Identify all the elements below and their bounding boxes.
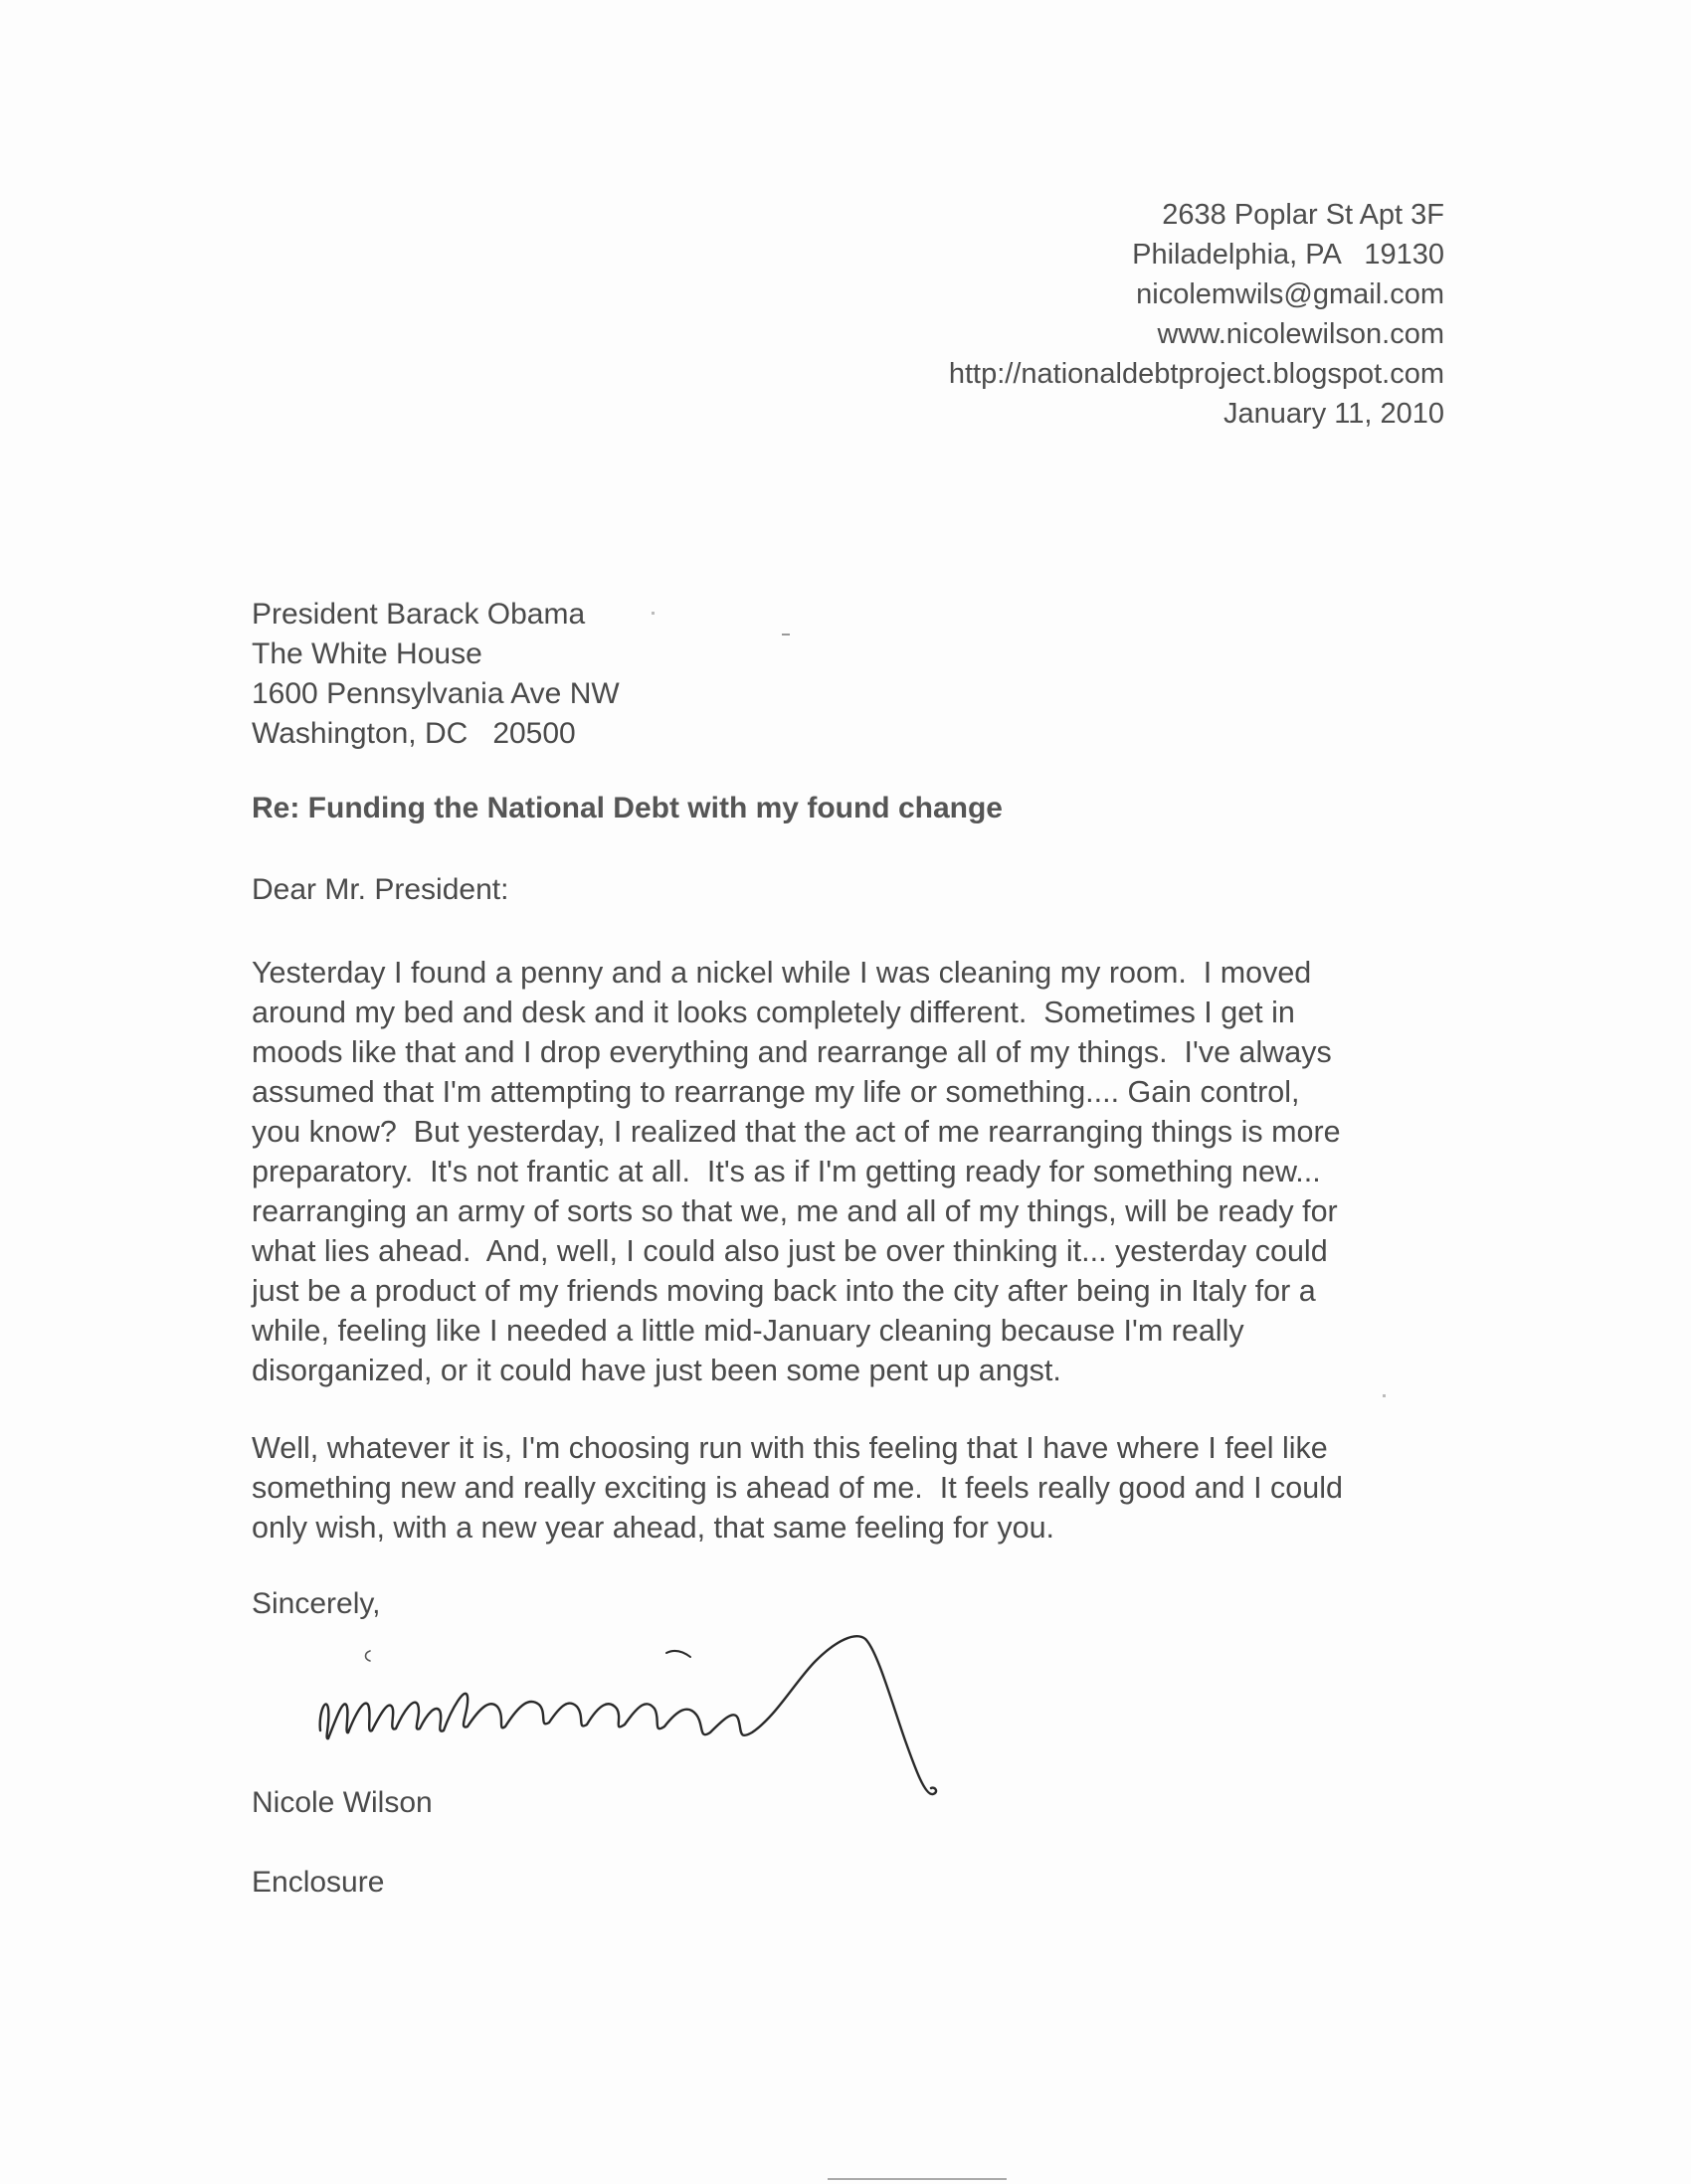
- subject-line: Re: Funding the National Debt with my found change: [252, 792, 1003, 824]
- paragraph-line: while, feeling like I needed a little mid-January cleaning because I'm really: [252, 1314, 1244, 1348]
- scan-speck: [782, 634, 790, 636]
- body-paragraph-1: [252, 953, 1455, 1390]
- sender-block: [949, 195, 1444, 434]
- handwritten-signature: [308, 1601, 965, 1800]
- paragraph-line: what lies ahead. And, well, I could also just be over thinking it... yesterday could: [252, 1234, 1328, 1268]
- paragraph-line: Yesterday I found a penny and a nickel while I was cleaning my room. I moved: [252, 956, 1312, 990]
- paragraph-line: Well, whatever it is, I'm choosing run with this feeling that I have where I feel like: [252, 1431, 1328, 1465]
- paragraph-line: around my bed and desk and it looks completely different. Sometimes I get in: [252, 996, 1295, 1029]
- letter-date: January 11, 2010: [1223, 398, 1444, 430]
- paragraph-line: assumed that I'm attempting to rearrange my life or something.... Gain control,: [252, 1075, 1300, 1109]
- paragraph-line: something new and really exciting is ahead of me. It feels really good and I could: [252, 1471, 1343, 1505]
- paragraph-line: you know? But yesterday, I realized that the act of me rearranging things is more: [252, 1115, 1341, 1149]
- paragraph-line: just be a product of my friends moving back into the city after being in Italy for a: [252, 1274, 1316, 1308]
- salutation: Dear Mr. President:: [252, 873, 509, 906]
- closing: Sincerely,: [252, 1587, 381, 1620]
- recipient-city: Washington, DC 20500: [252, 717, 576, 750]
- signer-name: Nicole Wilson: [252, 1786, 433, 1819]
- recipient-organization: The White House: [252, 637, 482, 670]
- scan-speck: [1383, 1394, 1386, 1397]
- recipient-name: President Barack Obama: [252, 598, 586, 631]
- scan-edge-line: [828, 2178, 1007, 2180]
- recipient-street: 1600 Pennsylvania Ave NW: [252, 677, 620, 710]
- sender-website: www.nicolewilson.com: [1157, 318, 1444, 350]
- paragraph-line: moods like that and I drop everything and rearrange all of my things. I've always: [252, 1035, 1332, 1069]
- paragraph-line: rearranging an army of sorts so that we, me and all of my things, will be ready for: [252, 1194, 1338, 1228]
- sender-blog: http://nationaldebtproject.blogspot.com: [948, 358, 1444, 390]
- paragraph-line: preparatory. It's not frantic at all. It's as if I'm getting ready for something new...: [252, 1155, 1321, 1188]
- paragraph-line: only wish, with a new year ahead, that same feeling for you.: [252, 1511, 1054, 1545]
- recipient-block: [252, 595, 620, 754]
- paragraph-line: disorganized, or it could have just been some pent up angst.: [252, 1354, 1061, 1387]
- sender-address-line1: 2638 Poplar St Apt 3F: [1162, 199, 1444, 231]
- body-paragraph-2: [252, 1428, 1455, 1547]
- sender-email: nicolemwils@gmail.com: [1136, 278, 1444, 310]
- scan-speck: [652, 612, 655, 615]
- enclosure-note: Enclosure: [252, 1866, 385, 1899]
- sender-address-line2: Philadelphia, PA 19130: [1132, 239, 1444, 271]
